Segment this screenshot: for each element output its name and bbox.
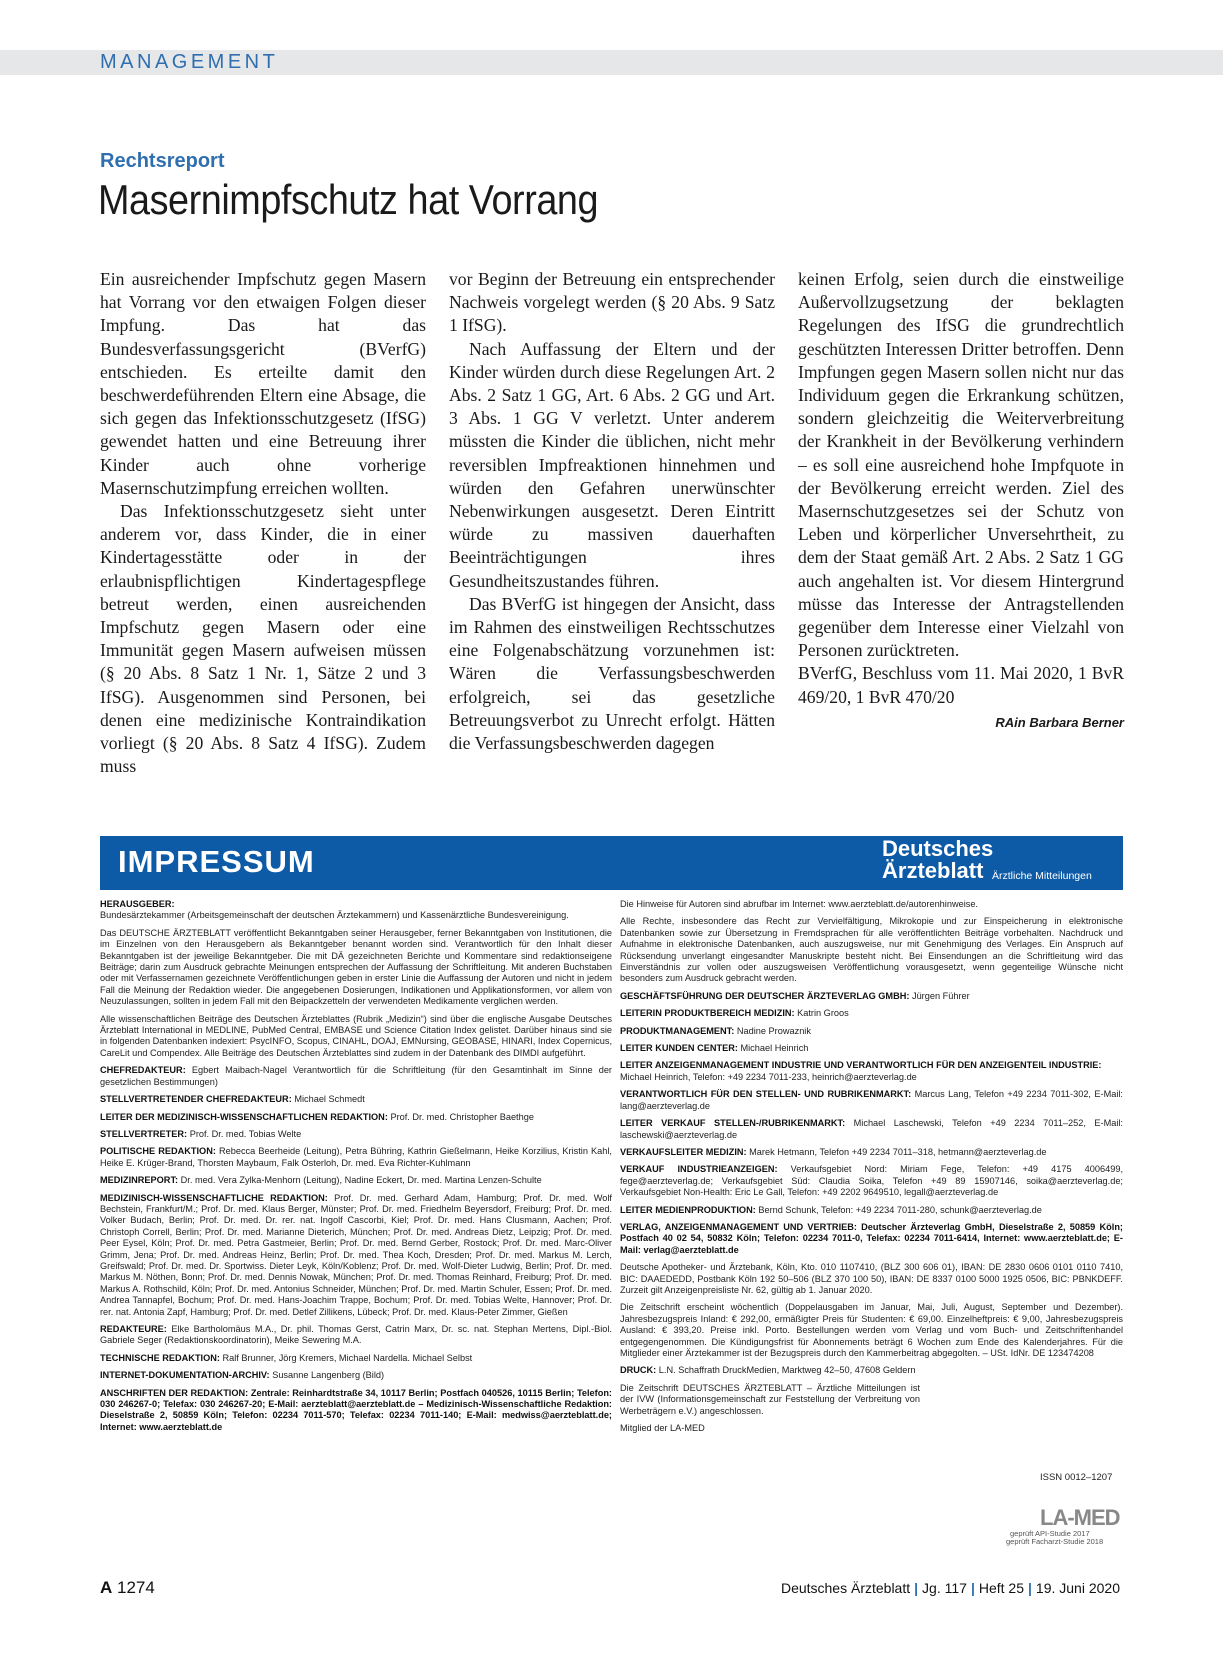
article-title: Masernimpfschutz hat Vorrang [98,176,599,223]
impressum-entry: STELLVERTRETER: Prof. Dr. med. Tobias Welte [100,1128,302,1139]
impressum-entry: ANSCHRIFTEN DER REDAKTION: Zentrale: Reinhardtstraße 34, 10117 Berlin; Postfach 040526, 10115 Berlin; Telefon: 030 246267-0; Telefax: 030 246267-20; E-Mail: aerzteblatt@aerzteblatt.de – Medizinisch-Wissenschaftliche Redaktion: Dieselstraße 2, 50859 Köln; Telefon: 02234 7011-570; Telefax: 02234 7011-140; E-Mail: medwiss@aerzteblatt.de; Internet: www.aerzteblatt.de [100,1387,612,1432]
article-kicker: Rechtsreport [100,150,225,172]
impressum-entry: VERLAG, ANZEIGENMANAGEMENT UND VERTRIEB: Deutscher Ärzteverlag GmbH, Dieselstraße 2, 50859 Köln; Postfach 40 02 54, 50832 Köln; Telefon: 02234 7011-0, Telefax: 02234 7011-6414, Internet: www.aerzteblatt.de; E-Mail: verlag@aerzteblatt.de [620,1221,1123,1255]
impressum-entry: Die Zeitschrift DEUTSCHES ÄRZTEBLATT – Ärztliche Mitteilungen ist der IVW (Informationsgemeinschaft zur Feststellung der Verbreitung von Werbeträgern e.V.) angeschlossen. [620,1382,920,1416]
paragraph: Das Infektionsschutzgesetz sieht unter anderem vor, dass Kinder, die in einer Kindertagesstätte oder in der erlaubnispflichtigen Kindertagespflege betreut werden, einen ausreichenden Impfschutz gegen Masern oder eine Immunität gegen Masern aufweisen müssen (§ 20 Abs. 8 Satz 1 Nr. 1, Sätze 2 und 3 IfSG). Ausgenommen sind Personen, bei denen eine medizinische Kontraindikation vorliegt (§ 20 Abs. 8 Satz 4 IfSG). Zudem muss [100,501,426,777]
impressum-entry: VERANTWORTLICH FÜR DEN STELLEN- UND RUBRIKENMARKT: Marcus Lang, Telefon +49 2234 7011-302, E-Mail: lang@aerzteverlag.de [620,1089,1123,1111]
issue: Heft 25 [978,1580,1024,1596]
impressum-entry: PRODUKTMANAGEMENT: Nadine Prowaznik [620,1025,811,1036]
issn: ISSN 0012–1207 [1040,1472,1113,1483]
impressum-entry: GESCHÄFTSFÜHRUNG DER DEUTSCHER ÄRZTEVERLAG GMBH: Jürgen Führer [620,990,970,1001]
impressum-entry: DRUCK: L.N. Schaffrath DruckMedien, Marktweg 42–50, 47608 Geldern [620,1365,916,1376]
impressum-entry: Das DEUTSCHE ÄRZTEBLATT veröffentlicht Bekanntgaben seiner Herausgeber, ferner Bekanntgaben von Institutionen, die im Einzelnen von den Herausgebern als Bekanntgeber benannt worden sind. Verantwortlich für den Inhalt dieser Bekanntgaben ist der jeweilige Bekanntgeber. Die mit DÄ gezeichneten Berichte und Kommentare sind redaktionseigene Beiträge; darin zum Ausdruck gebrachte Meinungen entsprechen der Auffassung der Schriftleitung. Mit anderen Buchstaben oder mit Verfassernamen gezeichnete Veröffentlichungen geben in erster Linie die Auffassung der Autoren und nicht in jedem Fall die Meinung der Redaktion wieder. Die angegebenen Dosierungen, Indikationen und Applikationsformen, vor allem von Neuzulassungen, sollten in jedem Fall mit den Beipackzetteln der verwendeten Medikamente verglichen werden. [100,927,612,1007]
impressum-entry: Die Hinweise für Autoren sind abrufbar im Internet: www.aerzteblatt.de/autorenhinweise. [620,899,978,909]
impressum-entry: Deutsche Apotheker- und Ärztebank, Köln, Kto. 010 1107410, (BLZ 300 606 01), IBAN: DE 2830 0606 0101 0110 7410, BIC: DAAEDEDD, Postbank Köln 192 50–506 (BLZ 370 100 50), IBAN: DE 8337 0100 5000 1925 0506, BIC: PBNKDEFF. Zurzeit gilt Anzeigenpreisliste Nr. 62, gültig ab 1. Januar 2020. [620,1262,1123,1295]
impressum-entry: Die Zeitschrift erscheint wöchentlich (Doppelausgaben im Januar, Mai, Juli, August, September und Dezember). Jahresbezugspreis Inland: € 292,00, ermäßigter Preis für Studenten: € 69,00. Einzelheftpreis: € 9,00, Jahresbezugspreis Ausland: € 393,20. Preise inkl. Porto. Bestellungen werden vom Verlag und vom Buch- und Zeitschriftenhandel entgegengenommen. Die Kündigungsfrist für Abonnements beträgt 6 Wochen zum Ende des Kalenderjahres. Für die Mitglieder einer Ärztekammer ist der Bezugspreis durch den Kammerbeitrag abgegolten. – USt. IdNr. DE 123474208 [620,1302,1123,1358]
lamed-caption: geprüft API-Studie 2017 [1010,1529,1090,1538]
impressum-entry: MEDIZINREPORT: Dr. med. Vera Zylka-Menhorn (Leitung), Nadine Eckert, Dr. med. Martina Lenzen-Schulte [100,1175,542,1186]
impressum-entry: HERAUSGEBER: Bundesärztekammer (Arbeitsgemeinschaft der deutschen Ärztekammern) und Kassenärztliche Bundesvereinigung. [100,899,569,921]
paragraph: vor Beginn der Betreuung ein entsprechender Nachweis vorgelegt werden (§ 20 Abs. 9 Satz 1 IfSG). [449,269,775,336]
journal-logo-subtitle: Ärztliche Mitteilungen [992,870,1092,882]
impressum-column-left [100,899,612,1439]
impressum-entry: CHEFREDAKTEUR: Egbert Maibach-Nagel Verantwortlich für die Schriftleitung (für den Gesamtinhalt im Sinne der gesetzlichen Bestimmungen) [100,1065,612,1087]
impressum-entry: LEITERIN PRODUKTBEREICH MEDIZIN: Katrin Groos [620,1008,849,1019]
article-column-1 [100,268,426,778]
running-footer: Deutsches Ärzteblatt | Jg. 117 | Heft 25 | 19. Juni 2020 [780,1580,1120,1596]
journal-logo-line1: Deutsches [882,836,994,861]
impressum-entry: VERKAUFSLEITER MEDIZIN: Marek Hetmann, Telefon +49 2234 7011–318, hetmann@aerzteverlag.de [620,1146,1047,1157]
paragraph: keinen Erfolg, seien durch die einstweilige Außervollzugsetzung der beklagten Regelungen des IfSG die grundrechtlich geschützten Interessen Dritter betroffen. Denn Impfungen gegen Masern sollen nicht nur das Individuum gegen die Erkrankung schützen, sondern gleichzeitig die Weiterverbreitung der Krankheit in der Bevölkerung verhindern – es soll eine ausreichend hohe Impfquote in der Bevölkerung erreicht werden. Ziel des Masernschutzgesetzes sei der Schutz von Leben und körperlicher Unversehrtheit, zu dem der Staat gemäß Art. 2 Abs. 2 Satz 1 GG auch angehalten ist. Vor diesem Hintergrund müsse das Interesse der Antragstellenden gegenüber dem Interesse einer Vielzahl von Personen zurücktreten. [798,269,1124,661]
case-reference: BVerfG, Beschluss vom 11. Mai 2020, 1 BvR 469/20, 1 BvR 470/20 [798,663,1124,707]
volume: Jg. 117 [922,1580,967,1596]
impressum-title: IMPRESSUM [118,844,315,879]
impressum-entry: MEDIZINISCH-WISSENSCHAFTLICHE REDAKTION: Prof. Dr. med. Gerhard Adam, Hamburg; Prof. Dr. med. Wolf Bechstein, Frankfurt/M.; Prof. Dr. med. Klaus Berger, Münster; Prof. Dr. med. Friedhelm Beyersdorf, Freiburg; Prof. Dr. med. Volker Budach, Berlin; Prof. Dr. med. Dr. rer. nat. Ingolf Cascorbi, Kiel; Prof. Dr. med. Hans Clusmann, Aachen; Prof. Christoph Correll, Berlin; Prof. Dr. med. Marianne Dieterich, München; Prof. Dr. med. Andreas Dietz, Leipzig; Prof. Dr. med. Peer Eysel, Köln; Prof. Dr. med. Petra Gastmeier, Berlin; Prof. Dr. med. Bernd Gerber, Rostock; Prof. Dr. med. Marc-Oliver Grimm, Jena; Prof. Dr. med. Andreas Heinz, Berlin; Prof. Dr. med. Thea Koch, Dresden; Prof. Dr. med. Markus M. Lerch, Greifswald; Prof. Dr. med. Dr. Sportwiss. Dieter Leyk, Köln/Koblenz; Prof. Dr. med. Wolf-Dieter Ludwig, Berlin; Prof. Dr. med. Markus M. Nöthen, Bonn; Prof. Dr. med. Dennis Nowak, München; Prof. Dr. med. Thomas Reinhard, Freiburg; Prof. Dr. med. Markus A. Rothschild, Köln; Prof. Dr. med. Antonius Schneider, München; Prof. Dr. med. Martin Schuler, Essen; Prof. Dr. med. Andrea Tannapfel, Bochum; Prof. Dr. med. Hans-Joachim Trappe, Bochum; Prof. Dr. med. Tobias Welte, Hannover; Prof. Dr. rer. nat. Antonia Zapf, Hamburg; Prof. Dr. med. Detlef Zillikens, Lübeck; Prof. Dr. med. Klaus-Peter Zimmer, Gießen [100,1192,612,1317]
impressum-entry: STELLVERTRETENDER CHEFREDAKTEUR: Michael Schmedt [100,1094,365,1105]
impressum-entry: REDAKTEURE: Elke Bartholomäus M.A., Dr. phil. Thomas Gerst, Catrin Marx, Dr. sc. nat. Stephan Mertens, Dipl.-Biol. Gabriele Seger (Redaktionskoordinatorin), Meike Sewering M.A. [100,1324,612,1346]
journal-logo-line2: Ärzteblatt [882,858,984,883]
paragraph: Das BVerfG ist hingegen der Ansicht, dass im Rahmen des einstweiligen Rechtsschutzes eine Folgenabschätzung vorzunehmen ist: Wären die Verfassungsbeschwerden erfolgreich, sei das gesetzliche Betreuungsverbot zu Unrecht erfolgt. Hätten die Verfassungsbeschwerden dagegen [449,593,775,754]
article-column-3 [798,268,1124,734]
article-author: RAin Barbara Berner [995,714,1124,730]
lamed-caption: geprüft Facharzt-Studie 2018 [1006,1537,1104,1546]
paragraph: Ein ausreichender Impfschutz gegen Masern hat Vorrang vor den etwaigen Folgen dieser Impfung. Das hat das Bundesverfassungsgericht (BVerfG) entschieden. Es erteilte damit den beschwerdeführenden Eltern eine Absage, die sich gegen das Infektionsschutzgesetz (IfSG) gewendet hatten und eine Betreuung ihrer Kinder auch ohne vorherige Masernschutzimpfung erreichen wollten. [100,269,426,498]
impressum-entry: LEITER MEDIENPRODUKTION: Bernd Schunk, Telefon: +49 2234 7011-280, schunk@aerzteverlag.de [620,1204,1042,1215]
impressum-entry: LEITER VERKAUF STELLEN-/RUBRIKENMARKT: Michael Laschewski, Telefon +49 2234 7011–252, E-Mail: laschewski@aerzteverlag.de [620,1118,1123,1140]
impressum-entry: VERKAUF INDUSTRIEANZEIGEN: Verkaufsgebiet Nord: Miriam Fege, Telefon: +49 4175 4006499, fege@aerzteverlag.de; Verkaufsgebiet Süd: Claudia Soika, Telefon +49 89 15907146, soika@aerzteverlag.de; Verkaufsgebiet Non-Health: Eric Le Gall, Telefon: +49 2202 9649510, legall@aerzteverlag.de [620,1164,1123,1198]
impressum-entry: Alle Rechte, insbesondere das Recht zur Vervielfältigung, Mikrokopie und zur Einspeicherung in elektronische Datenbanken sowie zur Übersetzung in Fremdsprachen für alle veröffentlichten Beiträge vorbehalten. Nachdruck und Aufnahme in elektronische Datenbanken, auch auszugsweise, nur mit Genehmigung des Verlages. Ein Anspruch auf Rücksendung unverlangt eingesandter Manuskripte besteht nicht. Bei Einsendungen an die Schriftleitung wird das Einverständnis zur vollen oder auszugsweisen Veröffentlichung vorausgesetzt, wenn gegenteilige Wünsche nicht besonders zum Ausdruck gebracht werden. [620,916,1123,984]
impressum-entry: Alle wissenschaftlichen Beiträge des Deutschen Ärzteblattes (Rubrik „Medizin“) sind über die englische Ausgabe Deutsches Ärzteblatt International in MEDLINE, PubMed Central, EMBASE und Science Citation Index gelistet. Darüber hinaus sind sie in folgenden Datenbanken indexiert: PsycINFO, Scopus, CINAHL, DOAJ, EMNursing, GEOBASE, HINARI, Index Copernicus, CareLit und Compendex. Alle Beiträge des Deutschen Ärzteblattes sind zudem in der Datenbank des DIMDI aufgeführt. [100,1013,612,1058]
impressum-column-right [620,899,1123,1440]
lamed-logo: LA-MED [1040,1505,1120,1530]
issue-date: 19. Juni 2020 [1035,1580,1120,1596]
impressum-entry: LEITER ANZEIGENMANAGEMENT INDUSTRIE UND VERANTWORTLICH FÜR DEN ANZEIGENTEIL INDUSTRIE: Michael Heinrich, Telefon: +49 2234 7011-233, heinrich@aerzteverlag.de [620,1060,1102,1082]
impressum-entry: LEITER DER MEDIZINISCH-WISSENSCHAFTLICHEN REDAKTION: Prof. Dr. med. Christopher Baethge [100,1111,534,1122]
journal-name: Deutsches Ärzteblatt [780,1580,911,1596]
impressum-entry: POLITISCHE REDAKTION: Rebecca Beerheide (Leitung), Petra Bühring, Kathrin Gießelmann, Heike Korzilius, Kristin Kahl, Heike E. Krüger-Brand, Thorsten Maybaum, Falk Osterloh, Dr. med. Eva Richter-Kuhlmann [100,1146,612,1168]
impressum-entry: TECHNISCHE REDAKTION: Ralf Brunner, Jörg Kremers, Michael Nardella. Michael Selbst [100,1352,473,1363]
impressum-entry: Mitglied der LA-MED [620,1423,705,1434]
paragraph: Nach Auffassung der Eltern und der Kinder würden durch diese Regelungen Art. 2 Abs. 2 Satz 1 GG, Art. 6 Abs. 2 GG und Art. 3 Abs. 1 GG V verletzt. Unter anderem müssten die Kinder die üblichen, nicht mehr reversiblen Impfreaktionen hinnehmen und würden den Gefahren unerwünschter Nebenwirkungen ausgesetzt. Deren Eintritt würde zu massiven dauerhaften Beeinträchtigungen ihres Gesundheitszustandes führen. [449,338,775,591]
impressum-entry: INTERNET-DOKUMENTATION-ARCHIV: Susanne Langenberg (Bild) [100,1370,385,1381]
page-number: A 1274 [100,1578,155,1597]
article-column-2 [449,268,775,755]
impressum-entry: LEITER KUNDEN CENTER: Michael Heinrich [620,1043,809,1054]
section-label: MANAGEMENT [100,51,279,73]
